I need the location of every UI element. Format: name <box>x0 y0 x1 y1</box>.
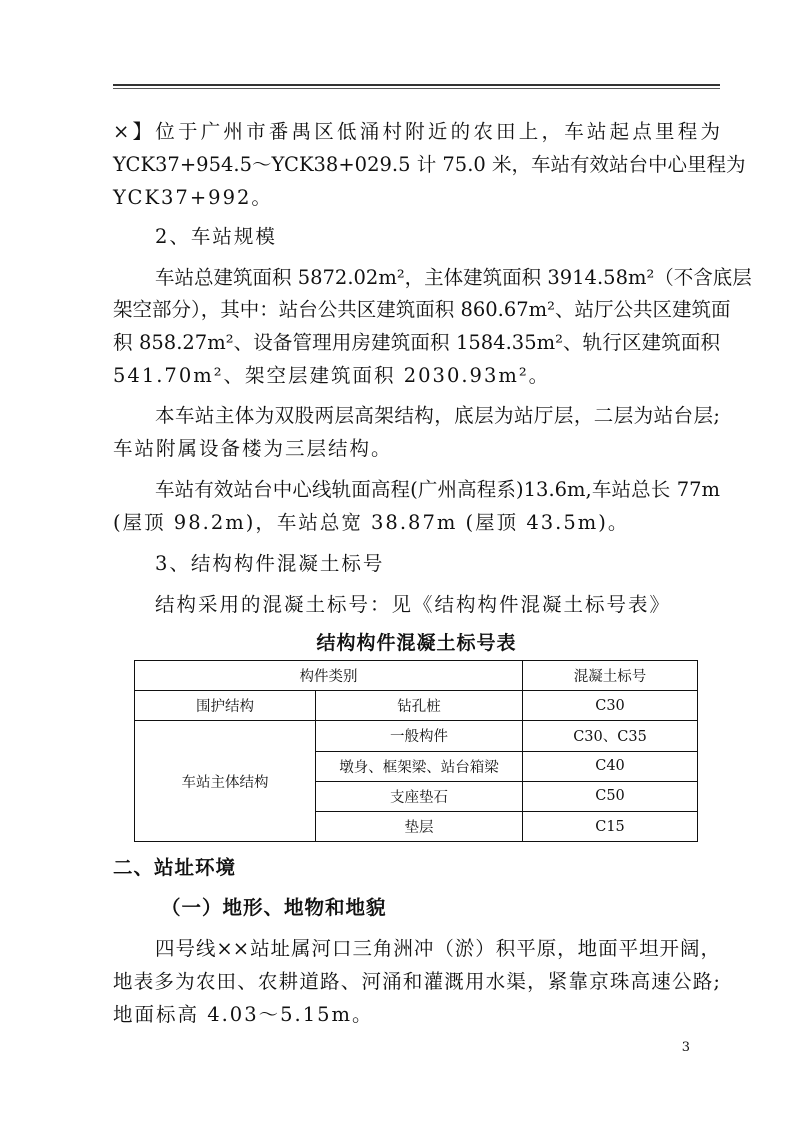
body-text-line: 车站总建筑面积 5872.02m²，主体建筑面积 3914.58m²（不含底层 <box>155 266 752 289</box>
body-text-line: 车站附属设备楼为三层结构。 <box>113 437 393 460</box>
table-header-row <box>135 661 698 691</box>
table-cell: 车站主体结构 <box>135 721 316 842</box>
body-text-line: 地面标高 4.03～5.15m。 <box>113 1003 374 1026</box>
table-cell: 支座垫石 <box>316 781 523 811</box>
table-caption: 结构构件混凝土标号表 <box>316 632 517 654</box>
section-heading: 3、结构构件混凝土标号 <box>155 552 385 575</box>
table-cell: C40 <box>523 751 698 781</box>
page-number: 3 <box>681 1040 690 1055</box>
body-text-line: 架空部分），其中：站台公共区建筑面积 860.67m²、站厅公共区建筑面 <box>113 298 731 321</box>
body-text-line: 地表多为农田、农耕道路、河涌和灌溉用水渠，紧靠京珠高速公路; <box>113 970 720 993</box>
table-cell: C30、C35 <box>523 721 698 751</box>
body-text-line: ×】位于广州市番禺区低涌村附近的农田上，车站起点里程为 <box>113 120 720 143</box>
body-text-line: 积 858.27m²、设备管理用房建筑面积 1584.35m²、轨行区建筑面积 <box>113 331 720 354</box>
body-text-line: 本车站主体为双股两层高架结构，底层为站厅层，二层为站台层; <box>155 404 720 427</box>
table-cell: 围护结构 <box>135 691 316 721</box>
section-heading: 2、车站规模 <box>155 225 277 248</box>
concrete-grade-table <box>134 660 698 842</box>
header-rule-thick <box>113 84 720 86</box>
table-header-cell: 构件类别 <box>135 661 523 691</box>
table-cell: C50 <box>523 781 698 811</box>
table-header-cell: 混凝土标号 <box>523 661 698 691</box>
header-rule-thin <box>113 88 720 89</box>
table-cell: 一般构件 <box>316 721 523 751</box>
table-row <box>135 721 698 751</box>
body-text-line: (屋顶 98.2m)，车站总宽 38.87m (屋顶 43.5m)。 <box>113 511 630 534</box>
table-row <box>135 691 698 721</box>
table-cell: C30 <box>523 691 698 721</box>
subsection-heading: （一）地形、地物和地貌 <box>161 896 387 919</box>
body-text-line: 四号线××站址属河口三角洲冲（淤）积平原，地面平坦开阔， <box>155 937 720 960</box>
table-cell: C15 <box>523 811 698 841</box>
body-text-line: 结构采用的混凝土标号：见《结构构件混凝土标号表》 <box>155 593 672 616</box>
body-text-line: 车站有效站台中心线轨面高程(广州高程系)13.6m,车站总长 77m <box>155 478 720 501</box>
table-cell: 垫层 <box>316 811 523 841</box>
body-text-line: 541.70m²、架空层建筑面积 2030.93m²。 <box>113 364 551 387</box>
chapter-heading: 二、站址环境 <box>113 856 237 879</box>
table-cell: 钻孔桩 <box>316 691 523 721</box>
table-cell: 墩身、框架梁、站台箱梁 <box>316 751 523 781</box>
body-text-line: YCK37+954.5～YCK38+029.5 计 75.0 米，车站有效站台中心里程为 <box>113 153 746 176</box>
body-text-line: YCK37+992。 <box>113 186 273 209</box>
